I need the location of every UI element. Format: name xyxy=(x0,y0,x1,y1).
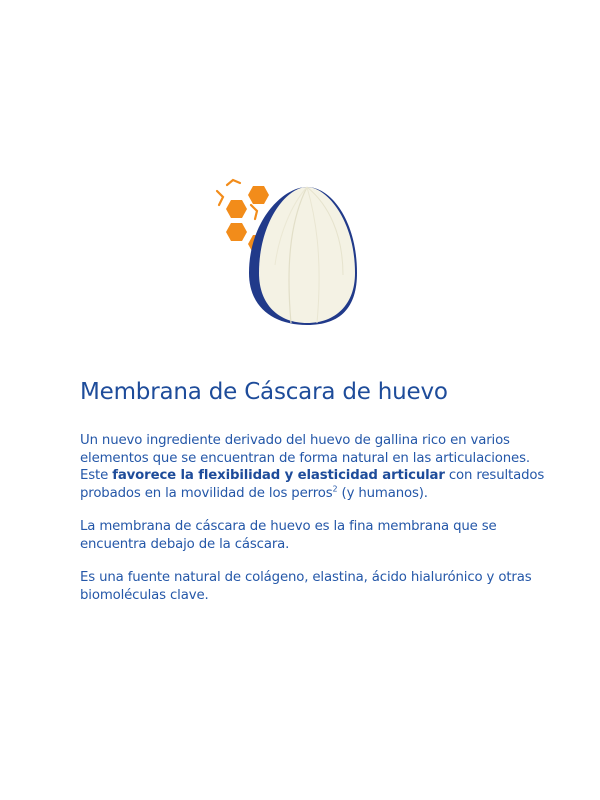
definition-line-2: encuentra debajo de la cáscara. xyxy=(80,536,290,552)
intro-line-1: Un nuevo ingrediente derivado del huevo de gallina rico en varios xyxy=(80,433,510,448)
intro-line-3-prefix: Este xyxy=(80,468,113,483)
intro-line-4: probados en la movilidad de los perros xyxy=(80,485,333,501)
footnote-reference: 2 xyxy=(332,484,338,494)
intro-line-4-suffix: (y humanos). xyxy=(337,485,428,501)
source-paragraph xyxy=(80,569,550,604)
definition-line-1: La membrana de cáscara de huevo es la fina membrana que se xyxy=(80,519,497,534)
intro-line-2: elementos que se encuentran de forma natural en las articulaciones. xyxy=(80,450,530,466)
egg-with-hexagons-icon xyxy=(205,175,375,335)
source-line-2: biomoléculas clave. xyxy=(80,587,209,603)
source-line-1: Es una fuente natural de colágeno, elastina, ácido hialurónico y otras xyxy=(80,570,532,585)
intro-line-3-suffix: con resultados xyxy=(444,468,545,483)
definition-paragraph xyxy=(80,518,550,553)
intro-highlight: favorece la flexibilidad y elasticidad articular xyxy=(112,468,445,483)
intro-paragraph xyxy=(80,432,550,502)
article xyxy=(80,374,550,620)
page-title: Membrana de Cáscara de huevo xyxy=(80,379,448,405)
